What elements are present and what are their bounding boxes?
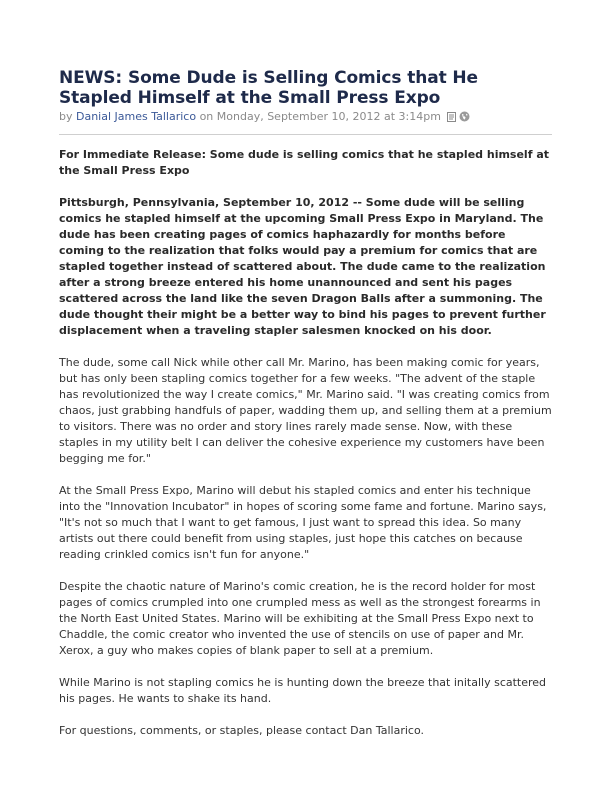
contact-paragraph: For questions, comments, or staples, please contact Dan Tallarico.	[59, 724, 425, 737]
press-release-intro: Pittsburgh, Pennsylvania, September 10, 2012 -- Some dude will be selling comics he stapled himself at the upcoming Small Press Expo in Maryland. The dude has been creating pages of comics haphazardly for months before coming to the realization that folks would pay a premium for comics that are stapled together instead of scattered about. The dude came to the realization after a strong breeze entered his home unannounced and sent his pages scattered across the land like the seven Dragon Balls after a summoning. The dude thought their might be a better way to bind his pages to prevent further displacement when a traveling stapler salesmen knocked on his door.	[59, 196, 546, 337]
divider	[59, 134, 552, 135]
globe-icon[interactable]	[459, 111, 470, 126]
press-release-lead: For Immediate Release: Some dude is selling comics that he stapled himself at the Small Press Expo	[59, 148, 549, 177]
byline-date: on Monday, September 10, 2012 at 3:14pm	[196, 110, 445, 123]
body-paragraph: At the Small Press Expo, Marino will debut his stapled comics and enter his technique into the "Innovation Incubator" in hopes of scoring some fame and fortune. Marino says, "It's not so much that I want to get famous, I just want to spread this idea. So many artists out there could benefit from using staples, just hope this catches on because reading crinkled comics isn't fun for anyone."	[59, 484, 547, 561]
body-paragraph: The dude, some call Nick while other call Mr. Marino, has been making comic for years, but has only been stapling comics together for a few weeks. "The advent of the staple has revolutionized the way I create comics," Mr. Marino said. "I was creating comics from chaos, just grabbing handfuls of paper, wadding them up, and selling them at a premium to visitors. There was no order and story lines rarely made sense. Now, with these staples in my utility belt I can deliver the cohesive experience my customers have been begging me for."	[59, 356, 552, 465]
author-link[interactable]: Danial James Tallarico	[76, 110, 197, 123]
note-article	[59, 68, 552, 755]
byline-prefix: by	[59, 110, 76, 123]
body-paragraph: While Marino is not stapling comics he is hunting down the breeze that initally scattered his pages. He wants to shake its hand.	[59, 676, 547, 705]
byline	[59, 109, 552, 126]
page-title: NEWS: Some Dude is Selling Comics that He Stapled Himself at the Small Press Expo	[59, 68, 478, 108]
body-paragraph: Despite the chaotic nature of Marino's comic creation, he is the record holder for most pages of comics crumpled into one crumpled mess as well as the strongest forearms in the North East United States. Marino will be exhibiting at the Small Press Expo next to Chaddle, the comic creator who invented the use of stencils on use of paper and Mr. Xerox, a guy who makes copies of blank paper to sell at a premium.	[59, 580, 541, 657]
note-icon	[447, 111, 456, 126]
